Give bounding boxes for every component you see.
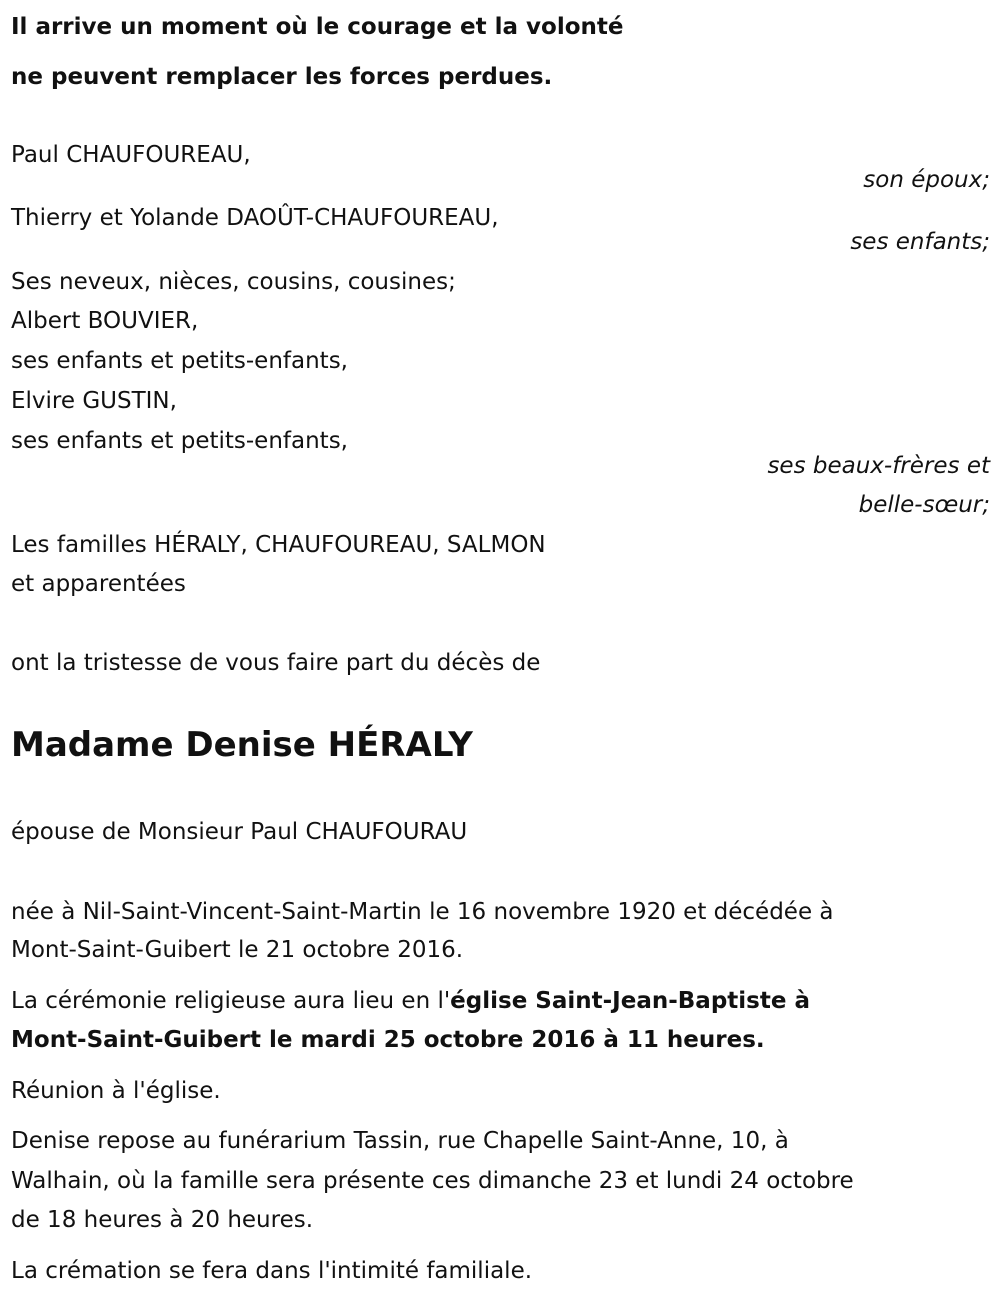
spouse-role: son époux; [863, 167, 990, 193]
relatives-role: ses beaux-frères et [767, 453, 990, 479]
relative-line: ses enfants et petits-enfants, [11, 428, 348, 454]
relatives-role: belle-sœur; [858, 492, 990, 518]
visitation-line: Denise repose au funérarium Tassin, rue Chapelle Saint-Anne, 10, à [11, 1128, 789, 1154]
reunion: Réunion à l'église. [11, 1078, 221, 1104]
announcement: ont la tristesse de vous faire part du décès de [11, 650, 541, 676]
visitation-line: de 18 heures à 20 heures. [11, 1207, 314, 1233]
spouse-of: épouse de Monsieur Paul CHAUFOURAU [11, 819, 468, 845]
relative-line: Elvire GUSTIN, [11, 388, 177, 414]
ceremony-place: église Saint-Jean-Baptiste à [450, 988, 810, 1014]
relative-line: ses enfants et petits-enfants, [11, 348, 348, 374]
children: Thierry et Yolande DAOÛT-CHAUFOUREAU, [11, 205, 499, 231]
visitation-line: Walhain, où la famille sera présente ces dimanche 23 et lundi 24 octobre [11, 1168, 854, 1194]
ceremony-line-1 [11, 981, 810, 1021]
families-line: et apparentées [11, 571, 186, 597]
quote-line-1: Il arrive un moment où le courage et la volonté [11, 14, 624, 40]
children-role: ses enfants; [850, 229, 990, 255]
families-line: Les familles HÉRALY, CHAUFOUREAU, SALMON [11, 532, 546, 558]
quote-line-2: ne peuvent remplacer les forces perdues. [11, 64, 553, 90]
birth-death-line: née à Nil-Saint-Vincent-Saint-Martin le 16 novembre 1920 et décédée à [11, 899, 834, 925]
ceremony-intro: La cérémonie religieuse aura lieu en l' [11, 988, 451, 1014]
birth-death-line: Mont-Saint-Guibert le 21 octobre 2016. [11, 937, 464, 963]
spouse: Paul CHAUFOUREAU, [11, 142, 251, 168]
cremation: La crémation se fera dans l'intimité familiale. [11, 1258, 533, 1284]
ceremony-line-2: Mont-Saint-Guibert le mardi 25 octobre 2016 à 11 heures. [11, 1027, 765, 1053]
relative-line: Ses neveux, nièces, cousins, cousines; [11, 269, 456, 295]
relative-line: Albert BOUVIER, [11, 308, 199, 334]
deceased-name: Madame Denise HÉRALY [11, 725, 473, 765]
